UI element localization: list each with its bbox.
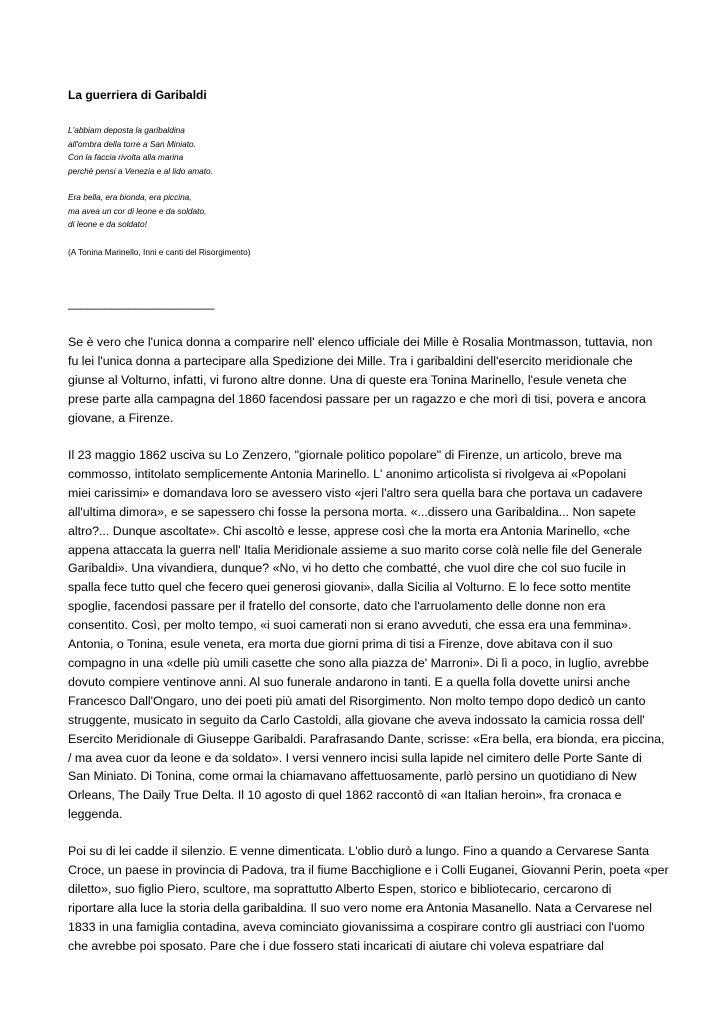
text-line: giunse al Volturno, infatti, vi furono altre donne. Una di queste era Tonina Marinello, l'esule veneta che	[68, 372, 627, 387]
text-line: Croce, un paese in provincia di Padova, tra il fiume Bacchiglione e i Colli Euganei, Giovanni Perin, poeta «per	[68, 862, 669, 877]
text-line: commosso, intitolato semplicemente Antonia Marinello. L' anonimo articolista si rivolgeva ai «Popolani	[68, 466, 627, 481]
text-line: 1833 in una famiglia contadina, aveva cominciato giovanissima a cospirare contro gli austriaci con l'uomo	[68, 919, 645, 934]
poem-attribution: (A Tonina Marinello, Inni e canti del Risorgimento)	[68, 247, 251, 257]
text-line: all'ultima dimora», e se sapessero chi fosse la persona morta. «...dissero una Garibaldina... Non sapete	[68, 504, 636, 519]
text-line: altro?... Dunque ascoltate». Chi ascoltò e lesse, apprese così che la morta era Antonia Marinello, «che	[68, 523, 631, 538]
poem-line: all'ombra della torre a San Miniato.	[68, 138, 196, 149]
poem-stanza-1	[68, 124, 668, 179]
text-line: leggenda.	[68, 807, 123, 822]
text-line: che avrebbe poi sposato. Pare che i due fossero stati incaricati di aiutare chi voleva espatriare dal	[68, 938, 604, 953]
poem-line: ma avea un cor di leone e da soldato,	[68, 205, 207, 216]
paragraph-3	[68, 842, 669, 955]
separator-line: ________________________	[68, 296, 214, 310]
text-line: prese parte alla campagna del 1860 facendosi passare per un ragazzo e che morì di tisi, povera e ancora	[68, 391, 646, 406]
document-title: La guerriera di Garibaldi	[68, 88, 207, 102]
poem-line: L'abbiam deposta la garibaldina	[68, 125, 185, 135]
poem-line: di leone e da soldato!	[68, 219, 147, 230]
text-line: Orleans, The Daily True Delta. Il 10 agosto di quel 1862 raccontò di «an Italian heroin», fra cronaca e	[68, 788, 622, 803]
text-line: consentito. Così, per molto tempo, «i suoi camerati non si erano avveduti, che essa era una femmina».	[68, 618, 632, 633]
text-line: riportare alla luce la storia della garibaldina. Il suo vero nome era Antonia Masanello. Nata a Cervarese nel	[68, 900, 653, 915]
text-line: fu lei l'unica donna a partecipare alla Spedizione dei Mille. Tra i garibaldini dell'esercito meridionale che	[68, 353, 633, 368]
paragraph-2	[68, 446, 665, 824]
text-line: diletto», suo figlio Piero, scultore, ma soprattutto Alberto Espen, storico e bibliotecario, cercarono di	[68, 881, 612, 896]
text-line: Il 23 maggio 1862 usciva su Lo Zenzero, "giornale politico popolare" di Firenze, un articolo, breve ma	[68, 448, 622, 462]
text-line: Poi su di lei cadde il silenzio. E venne dimenticata. L'oblio durò a lungo. Fino a quando a Cervarese Santa	[68, 844, 649, 858]
text-line: appena attaccata la guerra nell' Italia Meridionale assieme a suo marito corse colà nelle file del Generale	[68, 542, 643, 557]
poem-line: perchè pensi a Venezia e al lido amato.	[68, 166, 213, 177]
text-line: Se è vero che l'unica donna a comparire nell' elenco ufficiale dei Mille è Rosalia Montmasson, tuttavia, non	[68, 335, 653, 349]
text-line: Antonia, o Tonina, esule veneta, era morta due giorni prima di tisi a Firenze, dove abitava con il suo	[68, 637, 613, 652]
poem-line: Con la faccia rivolta alla marina	[68, 152, 184, 163]
text-line: compagno in una «delle più umili casette che sono alla piazza de' Marroni». Di lì a poco, in luglio, avrebbe	[68, 655, 649, 670]
text-line: struggente, musicato in seguito da Carlo Castoldi, alla giovane che aveva indossato la camicia rossa dell'	[68, 712, 645, 727]
text-line: Esercito Meridionale di Giuseppe Garibaldi. Parafrasando Dante, scrisse: «Era bella, era bionda, era piccina,	[68, 731, 665, 746]
text-line: giovane, a Firenze.	[68, 410, 174, 425]
text-line: dovuto compiere ventinove anni. Al suo funerale andarono in tanti. E a quella folla dovette unirsi anche	[68, 674, 631, 689]
poem-stanza-2	[68, 191, 668, 232]
text-line: miei carissimi» e domandava loro se avessero visto «jeri l'altro sera quella bara che portava un cadavere	[68, 485, 643, 500]
text-line: spalla fece tutto quel che fecero quei generosi giovani», dalla Sicilia al Volturno. E lo fece sotto mentite	[68, 580, 631, 595]
poem-line: Era bella, era bionda, era piccina,	[68, 192, 192, 202]
text-line: Francesco Dall'Ongaro, uno dei poeti più amati del Risorgimento. Non molto tempo dopo dedicò un canto	[68, 693, 646, 708]
text-line: / ma avea cuor da leone e da soldato». I versi vennero incisi sulla lapide nel cimitero delle Porte Sante di	[68, 750, 642, 765]
paragraph-1	[68, 333, 656, 428]
text-line: spoglie, facendosi passare per il fratello del consorte, dato che l'arruolamento delle donne non era	[68, 599, 606, 614]
text-line: San Miniato. Di Tonina, come ormai la chiamavano affettuosamente, parlò persino un quotidiano di New	[68, 769, 637, 784]
text-line: Garibaldi». Una vivandiera, dunque? «No, vi ho detto che combatté, che vuol dire che col suo fucile in	[68, 561, 626, 576]
